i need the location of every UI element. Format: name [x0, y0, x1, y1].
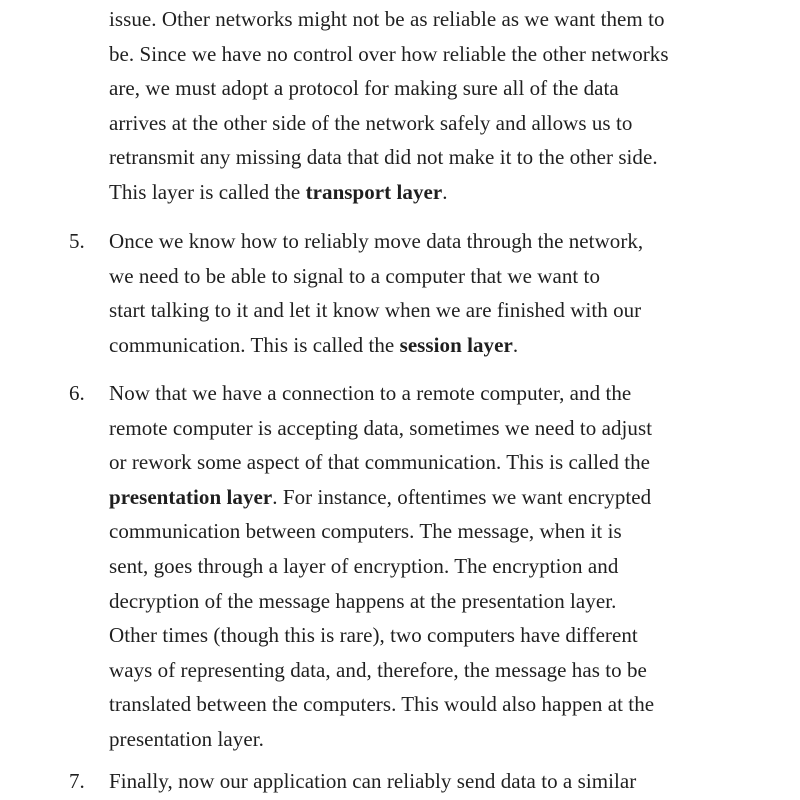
text-line: sent, goes through a layer of encryption. The encryption and: [109, 553, 619, 578]
text-line: [109, 175, 789, 210]
text-line: issue. Other networks might not be as reliable as we want them to: [109, 7, 665, 31]
text-line: presentation layer.: [109, 726, 264, 751]
term-prefix: This layer is called the: [109, 179, 306, 204]
text-line: communication between computers. The message, when it is: [109, 519, 622, 544]
text-line: or rework some aspect of that communication. This is called the: [109, 450, 651, 475]
text-line: Now that we have a connection to a remote computer, and the: [109, 381, 632, 405]
text-line: ways of representing data, and, therefore, the message has to be: [109, 657, 647, 682]
list-number-6: 6.: [69, 381, 85, 405]
text-line: [109, 328, 789, 363]
term-suffix: . For instance, oftentimes we want encrypted: [272, 484, 652, 509]
text-line: Other times (though this is rare), two computers have different: [109, 623, 638, 648]
text-line: Finally, now our application can reliably send data to a similar: [109, 769, 637, 793]
text-line: retransmit any missing data that did not make it to the other side.: [109, 145, 658, 170]
application-layer-paragraph: [109, 764, 789, 799]
session-layer-paragraph: [109, 224, 789, 362]
transport-layer-paragraph: [109, 2, 789, 210]
text-line: translated between the computers. This would also happen at the: [109, 692, 655, 717]
text-line: Once we know how to reliably move data through the network,: [109, 229, 644, 253]
text-line: we need to be able to signal to a computer that we want to: [109, 263, 600, 288]
presentation-layer-paragraph: [109, 376, 789, 757]
term-suffix: .: [512, 332, 519, 357]
list-number-5: 5.: [69, 229, 85, 253]
term-session-layer: session layer: [399, 332, 513, 357]
term-prefix: communication. This is called the: [109, 332, 400, 357]
text-line: decryption of the message happens at the presentation layer.: [109, 588, 617, 613]
text-line: start talking to it and let it know when we are finished with our: [109, 298, 642, 323]
term-suffix: .: [442, 179, 448, 204]
text-line: be. Since we have no control over how reliable the other networks: [109, 41, 669, 66]
text-line: remote computer is accepting data, sometimes we need to adjust: [109, 415, 653, 440]
text-line: [109, 480, 789, 515]
text-line: arrives at the other side of the network safely and allows us to: [109, 110, 633, 135]
list-number-7: 7.: [69, 769, 85, 793]
term-transport-layer: transport layer: [305, 179, 443, 204]
term-presentation-layer: presentation layer: [109, 484, 273, 509]
text-line: are, we must adopt a protocol for making sure all of the data: [109, 76, 619, 101]
